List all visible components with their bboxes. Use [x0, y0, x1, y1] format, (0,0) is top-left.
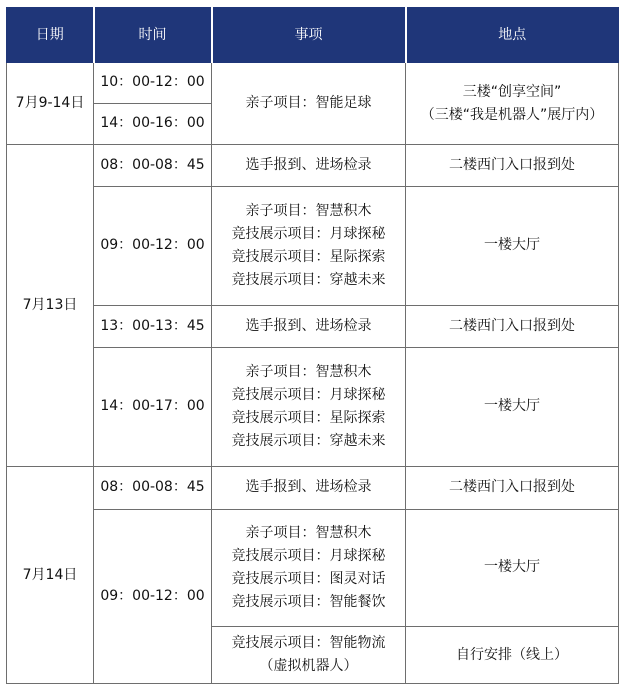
item-line: 竞技展示项目：月球探秘 — [231, 547, 386, 564]
place-cell: 二楼西门入口报到处 — [406, 306, 619, 348]
item-cell — [212, 509, 406, 627]
place-cell: 一楼大厅 — [406, 347, 619, 467]
place-line: 三楼“创享空间” — [462, 83, 562, 100]
time-cell: 09：00-12：00 — [94, 186, 212, 306]
schedule-table — [6, 7, 619, 684]
item-line: 亲子项目：智慧积木 — [245, 363, 372, 380]
table-row — [7, 145, 619, 187]
item-cell: 选手报到、进场检录 — [212, 467, 406, 510]
item-cell — [212, 186, 406, 306]
place-cell: 二楼西门入口报到处 — [406, 145, 619, 187]
item-cell: 选手报到、进场检录 — [212, 306, 406, 348]
date-cell: 7月9-14日 — [7, 63, 94, 145]
table-row — [7, 306, 619, 348]
item-line: 竞技展示项目：穿越未来 — [231, 432, 386, 449]
table-row — [7, 467, 619, 510]
place-cell: 自行安排（线上） — [406, 627, 619, 684]
header-date: 日期 — [7, 8, 94, 63]
item-cell: 选手报到、进场检录 — [212, 145, 406, 187]
table-row — [7, 509, 619, 627]
place-line: （三楼“我是机器人”展厅内） — [420, 106, 604, 123]
time-cell: 14：00-17：00 — [94, 347, 212, 467]
place-cell: 一楼大厅 — [406, 186, 619, 306]
item-line: 竞技展示项目：星际探索 — [231, 409, 386, 426]
item-cell: 亲子项目：智能足球 — [212, 63, 406, 145]
table-row — [7, 347, 619, 467]
table-row — [7, 63, 619, 104]
item-line: 竞技展示项目：穿越未来 — [231, 271, 386, 288]
item-cell — [212, 627, 406, 684]
item-cell — [212, 347, 406, 467]
item-line: （虚拟机器人） — [259, 658, 358, 675]
time-cell: 10：00-12：00 — [94, 63, 212, 104]
time-cell: 09：00-12：00 — [94, 509, 212, 683]
item-line: 竞技展示项目：星际探索 — [231, 248, 386, 265]
table-row — [7, 186, 619, 306]
item-line: 竞技展示项目：智能物流 — [231, 635, 386, 652]
time-cell: 14：00-16：00 — [94, 103, 212, 145]
date-cell: 7月14日 — [7, 467, 94, 684]
time-cell: 13：00-13：45 — [94, 306, 212, 348]
item-line: 竞技展示项目：图灵对话 — [231, 570, 386, 587]
place-cell: 二楼西门入口报到处 — [406, 467, 619, 510]
place-cell: 一楼大厅 — [406, 509, 619, 627]
place-cell — [406, 63, 619, 145]
time-cell: 08：00-08：45 — [94, 145, 212, 187]
time-cell: 08：00-08：45 — [94, 467, 212, 510]
header-time: 时间 — [94, 8, 212, 63]
header-item: 事项 — [212, 8, 406, 63]
item-line: 竞技展示项目：月球探秘 — [231, 225, 386, 242]
item-line: 亲子项目：智慧积木 — [245, 202, 372, 219]
header-row — [7, 8, 619, 63]
item-line: 亲子项目：智慧积木 — [245, 524, 372, 541]
header-place: 地点 — [406, 8, 619, 63]
item-line: 竞技展示项目：智能餐饮 — [231, 593, 386, 610]
date-cell: 7月13日 — [7, 145, 94, 467]
item-line: 竞技展示项目：月球探秘 — [231, 386, 386, 403]
